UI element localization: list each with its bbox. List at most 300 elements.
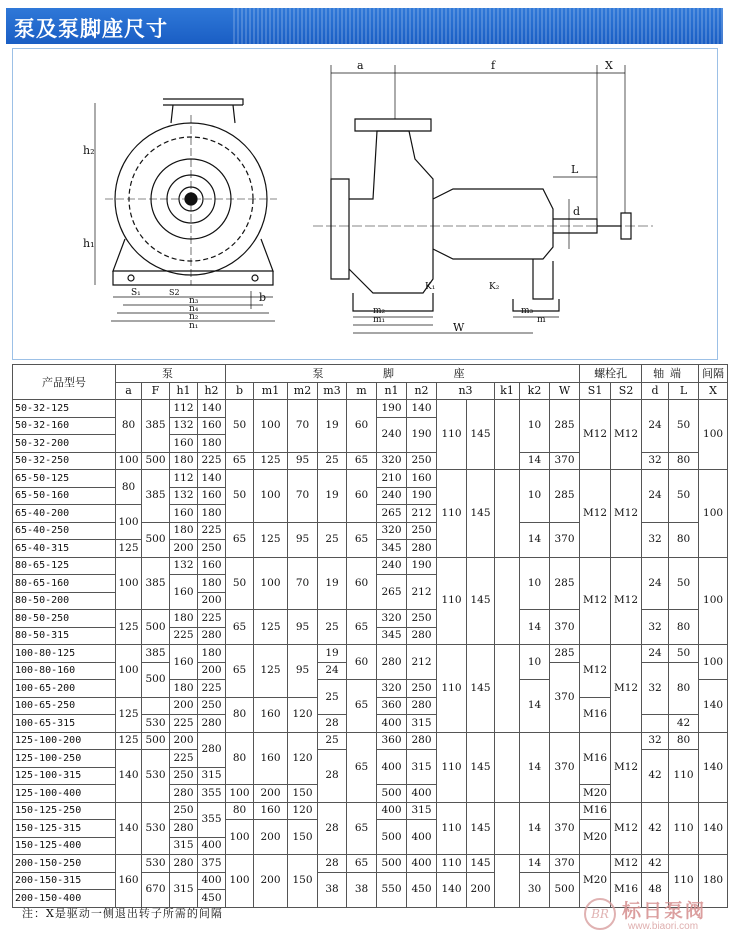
cell-l: 50	[669, 400, 699, 453]
svg-text:L: L	[571, 163, 579, 176]
cell-n3b: 145	[467, 732, 495, 802]
cell-w	[642, 715, 669, 733]
cell-m2: 150	[288, 785, 318, 803]
cell-h2: 315	[198, 767, 226, 785]
cell-h2: 355	[198, 802, 226, 837]
cell-m2: 120	[288, 697, 318, 732]
cell-m3: 25	[318, 680, 347, 715]
cell-n2: 250	[407, 452, 437, 470]
cell-f: 670	[142, 872, 170, 907]
cell-m3: 38	[318, 872, 347, 907]
model-cell: 65-40-315	[13, 540, 116, 558]
cell-h1: 132	[170, 417, 198, 435]
cell-w: 370	[550, 732, 580, 802]
cell-s1: M16	[580, 732, 611, 785]
cell-d: 24	[642, 645, 669, 663]
cell-a: 100	[116, 645, 142, 698]
col-header: h2	[198, 382, 226, 400]
cell-s2: M12	[611, 557, 642, 645]
cell-m2: 150	[288, 855, 318, 908]
cell-l: 80	[669, 732, 699, 750]
cell-m3: 25	[318, 732, 347, 750]
cell-l: 80	[669, 522, 699, 557]
cell-n2: 250	[407, 610, 437, 628]
col-header: m1	[254, 382, 288, 400]
cell-n2: 212	[407, 645, 437, 680]
cell-n3: 110	[437, 855, 467, 873]
cell-n1: 400	[377, 750, 407, 785]
cell-m2: 120	[288, 802, 318, 820]
group-gap: 间隔	[699, 365, 728, 383]
cell-n3b: 145	[467, 470, 495, 558]
table-row	[13, 732, 728, 750]
watermark-url: www.biaori.com	[628, 921, 699, 932]
cell-a: 125	[116, 540, 142, 558]
cell-x: 100	[699, 557, 728, 645]
cell-n1: 265	[377, 575, 407, 610]
cell-b: 65	[226, 645, 254, 698]
cell-h1: 180	[170, 452, 198, 470]
cell-h1: 280	[170, 855, 198, 873]
cell-s1: M20	[580, 820, 611, 855]
cell-f: 530	[142, 855, 170, 873]
cell-n2: 250	[407, 680, 437, 698]
cell-h1: 160	[170, 645, 198, 680]
col-header: d	[642, 382, 669, 400]
cell-n3b: 145	[467, 802, 495, 855]
cell-k1	[495, 400, 520, 470]
cell-k2: 14	[520, 522, 550, 557]
cell-b: 100	[226, 820, 254, 855]
cell-n1: 265	[377, 505, 407, 523]
rear-foot	[533, 259, 553, 299]
cell-a: 100	[116, 505, 142, 540]
cell-h2: 280	[198, 627, 226, 645]
cell-n1: 240	[377, 557, 407, 575]
cell-k2: 30	[520, 872, 550, 907]
cell-w: 370	[550, 662, 580, 732]
cell-n1: 345	[377, 627, 407, 645]
cell-f: 500	[142, 452, 170, 470]
cell-s1: M16	[580, 802, 611, 820]
cell-n2: 160	[407, 470, 437, 488]
cell-n1: 500	[377, 785, 407, 803]
cell-l: 80	[669, 452, 699, 470]
cell-m: 65	[347, 855, 377, 873]
cell-n2: 140	[407, 400, 437, 418]
group-shaft: 轴端	[642, 365, 699, 383]
cell-h1: 280	[170, 785, 198, 803]
cell-m2: 150	[288, 820, 318, 855]
cell-f: 500	[142, 610, 170, 645]
cell-h1: 280	[170, 820, 198, 838]
cell-m1: 160	[254, 802, 288, 820]
col-header: m	[347, 382, 377, 400]
model-cell: 80-65-160	[13, 575, 116, 593]
cell-k2: 14	[520, 452, 550, 470]
cell-d: 32	[642, 452, 669, 470]
cell-m3: 28	[318, 715, 347, 733]
cell-h1: 180	[170, 522, 198, 540]
cell-n3: 110	[437, 470, 467, 558]
cell-n2: 280	[407, 627, 437, 645]
cell-h2: 160	[198, 557, 226, 575]
cell-k2: 10	[520, 400, 550, 453]
model-cell: 100-65-315	[13, 715, 116, 733]
cell-n2: 400	[407, 820, 437, 855]
cell-b: 50	[226, 470, 254, 523]
cell-x: 100	[699, 400, 728, 470]
table-row	[13, 645, 728, 663]
model-cell: 200-150-250	[13, 855, 116, 873]
cell-h1: 315	[170, 872, 198, 907]
table-row	[13, 802, 728, 820]
cell-m2: 70	[288, 470, 318, 523]
cell-k2: 14	[520, 610, 550, 645]
cell-k1	[495, 855, 520, 908]
col-header: n1	[377, 382, 407, 400]
cell-f: 500	[142, 732, 170, 750]
cell-m3: 25	[318, 452, 347, 470]
cell-s2: M12	[611, 470, 642, 558]
cell-n3: 110	[437, 645, 467, 733]
cell-w: 370	[550, 452, 580, 470]
header-stripe	[231, 8, 723, 44]
cell-n2: 400	[407, 855, 437, 873]
model-cell: 100-80-125	[13, 645, 116, 663]
cell-m: 65	[347, 802, 377, 855]
cell-k2: 10	[520, 645, 550, 680]
col-header: k1	[495, 382, 520, 400]
cell-w: 285	[550, 470, 580, 523]
cell-m: 65	[347, 452, 377, 470]
cell-h1: 180	[170, 610, 198, 628]
footnote: 注：X是驱动一侧退出转子所需的间隔	[22, 907, 223, 920]
cell-b: 65	[226, 610, 254, 645]
cell-a: 125	[116, 697, 142, 732]
col-header: m2	[288, 382, 318, 400]
cell-h2: 355	[198, 785, 226, 803]
cell-h2: 375	[198, 855, 226, 873]
cell-h2: 225	[198, 610, 226, 628]
svg-text:n₁: n₁	[189, 321, 199, 331]
watermark-logo-icon: BR	[584, 898, 616, 930]
svg-text:m₁: m₁	[373, 315, 386, 325]
cell-n3: 110	[437, 802, 467, 855]
col-model: 产品型号	[13, 365, 116, 400]
cell-n1: 190	[377, 400, 407, 418]
cell-h2: 200	[198, 662, 226, 680]
cell-m3: 25	[318, 522, 347, 557]
dimension-table	[12, 364, 728, 908]
model-cell: 80-50-200	[13, 592, 116, 610]
cell-a: 140	[116, 750, 142, 803]
cell-m: 60	[347, 557, 377, 610]
col-header: h1	[170, 382, 198, 400]
cell-n2: 190	[407, 487, 437, 505]
cell-m3: 28	[318, 750, 347, 803]
svg-text:X: X	[605, 59, 613, 72]
model-cell: 65-50-160	[13, 487, 116, 505]
cell-s2: M12	[611, 855, 642, 873]
cell-n1: 320	[377, 522, 407, 540]
cell-n2: 315	[407, 715, 437, 733]
col-header: L	[669, 382, 699, 400]
model-cell: 150-125-315	[13, 820, 116, 838]
cell-h2: 160	[198, 487, 226, 505]
bolt-right	[252, 275, 258, 281]
svg-text:n₄: n₄	[189, 304, 199, 314]
cell-h2: 450	[198, 890, 226, 908]
cell-m: 65	[347, 610, 377, 645]
col-header: F	[142, 382, 170, 400]
cell-m2: 95	[288, 610, 318, 645]
model-cell: 150-125-400	[13, 837, 116, 855]
model-cell: 125-100-250	[13, 750, 116, 768]
cell-w: 285	[550, 557, 580, 610]
cell-n1: 240	[377, 417, 407, 452]
cell-n1: 210	[377, 470, 407, 488]
cell-d: 48	[642, 872, 669, 907]
table-row	[13, 470, 728, 488]
cell-s2: M12	[611, 400, 642, 470]
cell-f	[142, 697, 170, 715]
cell-m: 65	[347, 732, 377, 802]
cell-n3b: 145	[467, 400, 495, 470]
cell-h1: 112	[170, 400, 198, 418]
cell-n2: 315	[407, 802, 437, 820]
model-cell: 65-40-250	[13, 522, 116, 540]
cell-l: 50	[669, 470, 699, 523]
cell-k1	[495, 557, 520, 645]
cell-l: 80	[669, 662, 699, 715]
cell-b: 50	[226, 557, 254, 610]
model-cell: 80-65-125	[13, 557, 116, 575]
cell-s2: M12	[611, 732, 642, 802]
model-cell: 125-100-315	[13, 767, 116, 785]
cell-h1: 225	[170, 627, 198, 645]
cell-l: 80	[669, 610, 699, 645]
cell-k1	[495, 802, 520, 855]
cell-a: 100	[116, 557, 142, 610]
cell-n1: 280	[377, 645, 407, 680]
cell-d: 24	[642, 557, 669, 610]
cell-n1: 550	[377, 872, 407, 907]
model-cell: 50-32-250	[13, 452, 116, 470]
svg-text:a: a	[357, 59, 364, 72]
cell-h2: 140	[198, 400, 226, 418]
cell-s2: M12	[611, 645, 642, 733]
casing-side	[349, 131, 436, 293]
model-cell: 50-32-160	[13, 417, 116, 435]
cell-n1: 320	[377, 680, 407, 698]
svg-text:n₂: n₂	[189, 312, 199, 322]
svg-text:W: W	[453, 321, 465, 334]
cell-d: 42	[642, 750, 669, 803]
table-row	[13, 400, 728, 418]
cell-d: 24	[642, 470, 669, 523]
cell-m: 60	[347, 645, 377, 680]
col-header: W	[550, 382, 580, 400]
cell-m3: 19	[318, 557, 347, 610]
base-plate	[113, 271, 273, 285]
cell-k2: 10	[520, 557, 550, 610]
cell-m1: 100	[254, 400, 288, 453]
model-cell: 100-80-160	[13, 662, 116, 680]
group-bolt: 螺栓孔	[580, 365, 642, 383]
cell-m2: 95	[288, 645, 318, 698]
cell-n3: 110	[437, 400, 467, 470]
cell-h1: 132	[170, 557, 198, 575]
svg-text:m₃: m₃	[521, 306, 534, 316]
cell-f: 530	[142, 750, 170, 803]
cell-n3: 110	[437, 732, 467, 802]
group-base: 泵 脚 座	[226, 365, 580, 383]
cell-k1	[495, 470, 520, 558]
cell-m1: 125	[254, 452, 288, 470]
base-rear	[513, 299, 559, 311]
cell-n1: 400	[377, 715, 407, 733]
cell-m2: 95	[288, 522, 318, 557]
cell-b: 65	[226, 452, 254, 470]
cell-h1: 250	[170, 767, 198, 785]
col-header: S1	[580, 382, 611, 400]
cell-m1: 160	[254, 732, 288, 785]
cell-h2: 280	[198, 732, 226, 767]
cell-h1: 315	[170, 837, 198, 855]
cell-s1: M12	[580, 400, 611, 470]
model-cell: 125-100-200	[13, 732, 116, 750]
col-header: k2	[520, 382, 550, 400]
cell-n1: 345	[377, 540, 407, 558]
cell-h1: 160	[170, 505, 198, 523]
cell-m1: 125	[254, 610, 288, 645]
col-header: n2	[407, 382, 437, 400]
svg-text:h₂: h₂	[83, 144, 95, 157]
cell-h2: 180	[198, 645, 226, 663]
col-header: n3	[437, 382, 495, 400]
cell-w: 285	[550, 400, 580, 453]
cell-s1: M20	[580, 785, 611, 803]
cell-l: 50	[669, 645, 699, 663]
cell-h2: 400	[198, 872, 226, 890]
cell-m: 60	[347, 400, 377, 453]
svg-text:n₃: n₃	[189, 296, 199, 306]
cell-n1: 320	[377, 452, 407, 470]
cell-n1: 500	[377, 820, 407, 855]
cell-a: 125	[116, 732, 142, 750]
cell-n1: 320	[377, 610, 407, 628]
cell-n3b: 145	[467, 557, 495, 645]
cell-h1: 112	[170, 470, 198, 488]
cell-w: 500	[550, 872, 580, 907]
cell-x: 140	[699, 802, 728, 855]
technical-drawing	[12, 48, 718, 360]
cell-m2: 70	[288, 557, 318, 610]
cell-s2: M16	[611, 872, 642, 907]
cell-m2: 120	[288, 732, 318, 785]
svg-text:m₂: m₂	[373, 306, 386, 316]
cell-h1: 200	[170, 697, 198, 715]
cell-f: 385	[142, 400, 170, 453]
cell-d: 24	[642, 400, 669, 453]
watermark-name: 标日泵阀	[622, 900, 707, 922]
cell-m3: 25	[318, 610, 347, 645]
cell-n1: 240	[377, 487, 407, 505]
bolt-left	[128, 275, 134, 281]
cell-w: 370	[550, 522, 580, 557]
cell-d: 32	[642, 610, 669, 645]
cell-n3: 140	[437, 872, 467, 907]
cell-x: 180	[699, 855, 728, 908]
cell-k2: 14	[520, 802, 550, 855]
cell-m1: 100	[254, 470, 288, 523]
cell-x: 100	[699, 645, 728, 680]
cell-k2: 14	[520, 732, 550, 802]
cell-n2: 450	[407, 872, 437, 907]
col-header: m3	[318, 382, 347, 400]
cell-h1: 225	[170, 715, 198, 733]
front-view	[105, 99, 277, 285]
cell-x: 140	[699, 732, 728, 802]
cell-h1: 200	[170, 540, 198, 558]
cell-m2: 95	[288, 452, 318, 470]
svg-text:S₁: S₁	[131, 288, 141, 298]
discharge-flange-side	[355, 119, 431, 131]
cell-x: 140	[699, 680, 728, 733]
svg-text:m: m	[537, 315, 546, 325]
cell-h2: 250	[198, 540, 226, 558]
cell-h2: 180	[198, 575, 226, 593]
cell-l: 110	[669, 750, 699, 803]
cell-b: 80	[226, 732, 254, 785]
model-cell: 200-150-400	[13, 890, 116, 908]
svg-text:f: f	[491, 59, 496, 72]
cell-n2: 280	[407, 732, 437, 750]
svg-text:K₁: K₁	[425, 282, 436, 292]
cell-k1	[495, 645, 520, 733]
cell-s1: M12	[580, 470, 611, 558]
cell-n2: 250	[407, 522, 437, 540]
cell-m3: 28	[318, 802, 347, 855]
cell-h2: 400	[198, 837, 226, 855]
cell-h2: 180	[198, 505, 226, 523]
cell-s1: M16	[580, 697, 611, 732]
cell-h2: 225	[198, 680, 226, 698]
page-header	[6, 8, 723, 44]
cell-b: 50	[226, 400, 254, 453]
pump-drawing-svg	[13, 49, 717, 359]
cell-k1	[495, 732, 520, 802]
svg-text:h₁: h₁	[83, 237, 95, 250]
cell-m1: 200	[254, 855, 288, 908]
cell-h1: 250	[170, 802, 198, 820]
cell-n1: 360	[377, 732, 407, 750]
side-view	[313, 119, 653, 311]
cell-l: 50	[669, 557, 699, 610]
cell-n2: 280	[407, 540, 437, 558]
cell-h1: 180	[170, 680, 198, 698]
foot	[113, 239, 273, 271]
cell-w: 370	[550, 802, 580, 855]
front-dimensions	[95, 103, 275, 321]
suction-flange	[331, 179, 349, 279]
cell-n2: 212	[407, 505, 437, 523]
cell-f: 500	[142, 522, 170, 557]
col-header: b	[226, 382, 254, 400]
cell-h2: 160	[198, 417, 226, 435]
cell-h2: 225	[198, 522, 226, 540]
